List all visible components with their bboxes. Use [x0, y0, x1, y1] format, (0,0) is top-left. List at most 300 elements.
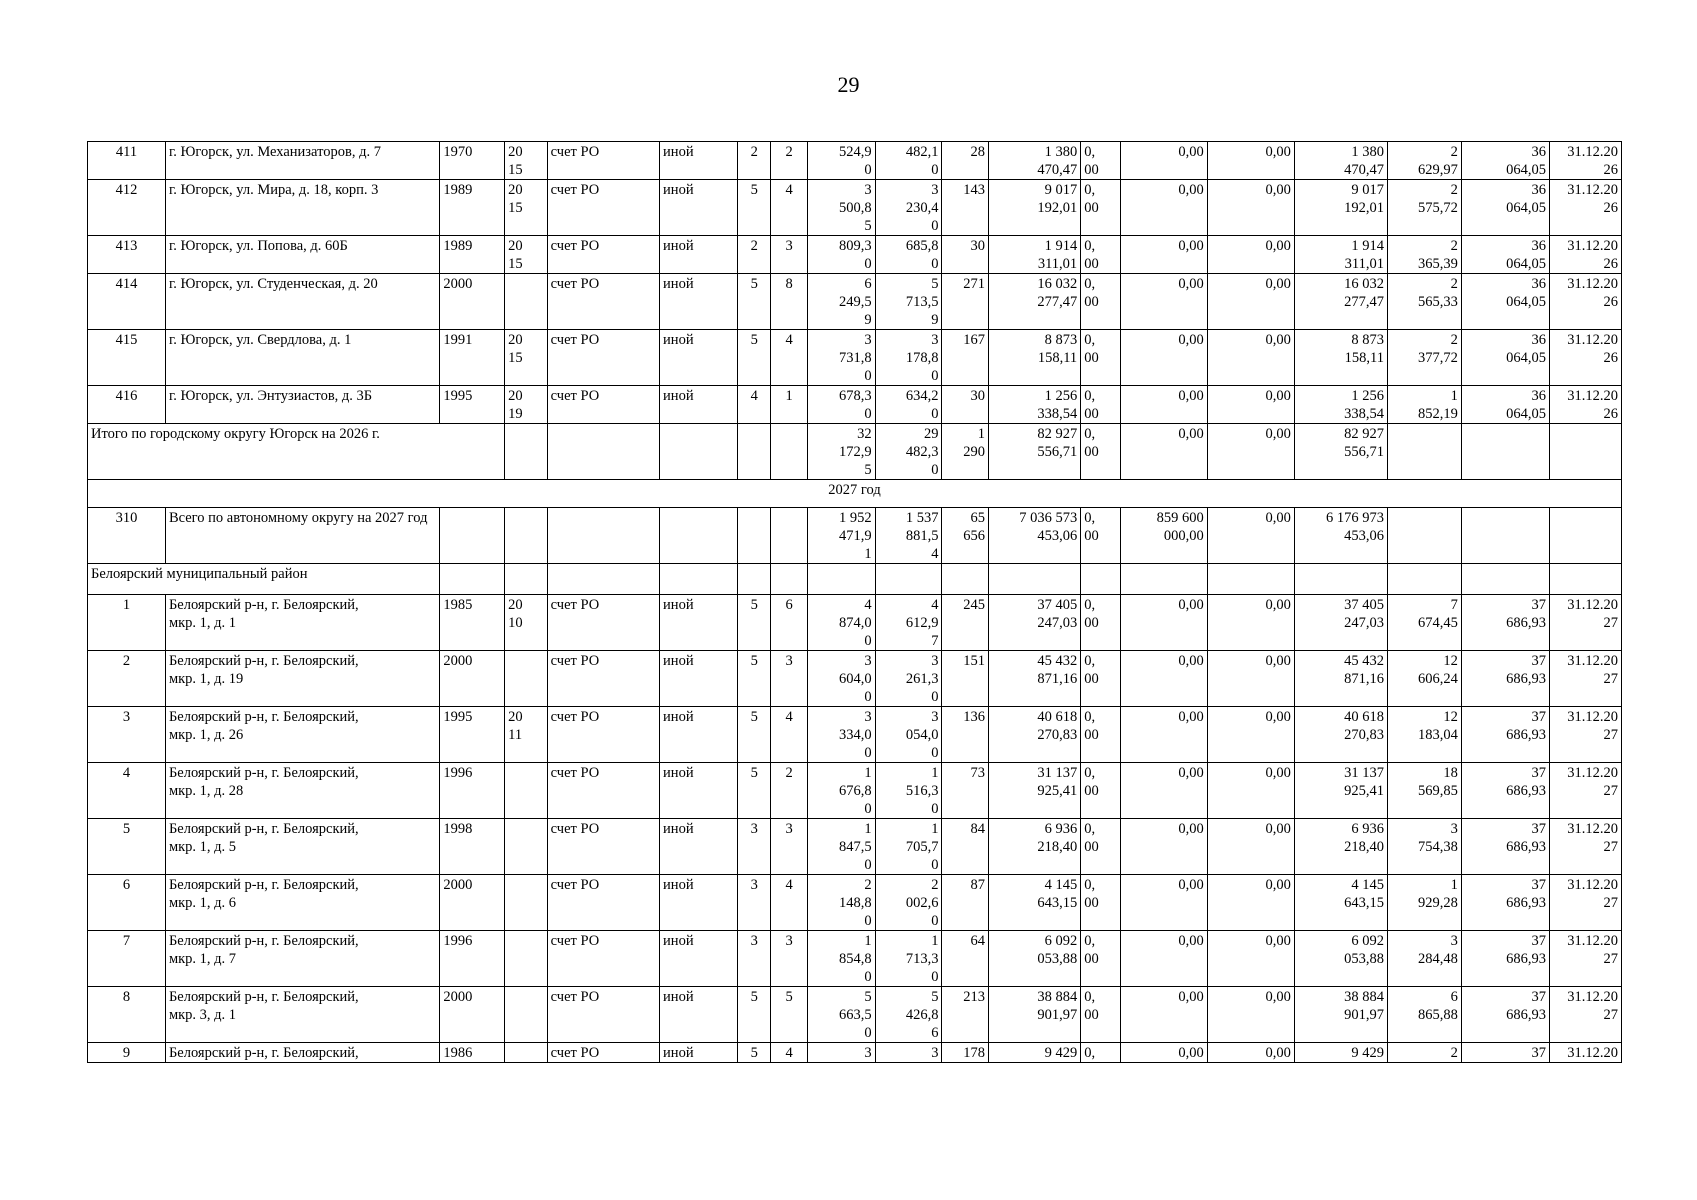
- cell-area_living: 1 516,3 0: [875, 763, 942, 819]
- cell-account: счет РО: [547, 651, 659, 707]
- cell-num: 8: [88, 987, 166, 1043]
- cell-deadline: 31.12.20 26: [1549, 386, 1621, 424]
- cell-residents: 213: [942, 987, 989, 1043]
- cell-cost_per_m2: 2 365,39: [1387, 236, 1461, 274]
- cell-type: иной: [660, 875, 738, 931]
- cell-col_budget: 0,00: [1120, 330, 1207, 386]
- cell-empty: [738, 564, 771, 595]
- cell-residents: 87: [942, 875, 989, 931]
- page-number: 29: [837, 72, 860, 97]
- cell-address: Белоярский р-н, г. Белоярский, мкр. 1, д. 1: [165, 595, 439, 651]
- cell-col_owners: 1 256 338,54: [1294, 386, 1387, 424]
- cell-col_local: 0,00: [1207, 274, 1294, 330]
- cell-cost: 38 884 901,97: [989, 987, 1081, 1043]
- cell-num: 411: [88, 142, 166, 180]
- cell-area_total: 3 604,0 0: [807, 651, 875, 707]
- cell-account: счет РО: [547, 386, 659, 424]
- table-row: [88, 236, 1622, 274]
- cell-account: счет РО: [547, 819, 659, 875]
- cell-col_fund: 0, 00: [1081, 763, 1120, 819]
- cell-area_total: 2 148,8 0: [807, 875, 875, 931]
- cell-floors: 5: [738, 987, 771, 1043]
- cell-num: 9: [88, 1043, 166, 1063]
- cell-year_repair: [505, 987, 548, 1043]
- cell-limit_per_m2: 36 064,05: [1461, 386, 1549, 424]
- cell-col_fund: 0, 00: [1081, 819, 1120, 875]
- cell-empty: [1461, 564, 1549, 595]
- cell-limit_per_m2: 37 686,93: [1461, 987, 1549, 1043]
- cell-area_living: 3 054,0 0: [875, 707, 942, 763]
- cell-entrances: 6: [771, 595, 807, 651]
- cell-entrances: 4: [771, 707, 807, 763]
- cell-col_local: 0,00: [1207, 424, 1294, 480]
- cell-entrances: 3: [771, 236, 807, 274]
- cell-area_living: 685,8 0: [875, 236, 942, 274]
- cell-col_local: 0,00: [1207, 651, 1294, 707]
- cell-empty: [1081, 564, 1120, 595]
- cell-address: Белоярский р-н, г. Белоярский, мкр. 1, д. 19: [165, 651, 439, 707]
- table-row: [88, 931, 1622, 987]
- cell-area_total: 524,9 0: [807, 142, 875, 180]
- cell-cost: 37 405 247,03: [989, 595, 1081, 651]
- cell-area_total: 1 847,5 0: [807, 819, 875, 875]
- cell-account: счет РО: [547, 595, 659, 651]
- cell-floors: 2: [738, 142, 771, 180]
- cell-type: иной: [660, 763, 738, 819]
- cell-empty: [660, 564, 738, 595]
- cell-cost: 9 429: [989, 1043, 1081, 1063]
- cell-deadline: 31.12.20 26: [1549, 274, 1621, 330]
- cell-type: иной: [660, 651, 738, 707]
- cell-empty: [440, 564, 505, 595]
- cell-cost_per_m2: 2 629,97: [1387, 142, 1461, 180]
- table-row: [88, 180, 1622, 236]
- year-heading: 2027 год: [88, 480, 1622, 508]
- cell-col_fund: 0, 00: [1081, 931, 1120, 987]
- cell-col_fund: 0, 00: [1081, 274, 1120, 330]
- cell-entrances: 4: [771, 875, 807, 931]
- cell-address: Белоярский р-н, г. Белоярский, мкр. 1, д. 7: [165, 931, 439, 987]
- cell-empty: [660, 508, 738, 564]
- cell-col_owners: 8 873 158,11: [1294, 330, 1387, 386]
- cell-cost_per_m2: 12 606,24: [1387, 651, 1461, 707]
- cell-num: 414: [88, 274, 166, 330]
- cell-area_total: 1 952 471,9 1: [807, 508, 875, 564]
- cell-account: счет РО: [547, 274, 659, 330]
- cell-residents: 178: [942, 1043, 989, 1063]
- cell-col_budget: 0,00: [1120, 987, 1207, 1043]
- cell-year_built: 1996: [440, 763, 505, 819]
- cell-cost_per_m2: 18 569,85: [1387, 763, 1461, 819]
- cell-empty: [807, 564, 875, 595]
- cell-entrances: 1: [771, 386, 807, 424]
- cell-year_repair: 20 15: [505, 180, 548, 236]
- cell-account: счет РО: [547, 142, 659, 180]
- cell-type: иной: [660, 595, 738, 651]
- cell-cost: 8 873 158,11: [989, 330, 1081, 386]
- cell-col_owners: 82 927 556,71: [1294, 424, 1387, 480]
- cell-limit_per_m2: 37 686,93: [1461, 819, 1549, 875]
- cell-year_built: 2000: [440, 987, 505, 1043]
- cell-col_local: 0,00: [1207, 707, 1294, 763]
- cell-empty: [1120, 564, 1207, 595]
- cell-empty: [1461, 508, 1549, 564]
- cell-type: иной: [660, 1043, 738, 1063]
- cell-empty: [1387, 508, 1461, 564]
- cell-floors: 5: [738, 1043, 771, 1063]
- cell-year_repair: [505, 1043, 548, 1063]
- cell-year_built: 2000: [440, 651, 505, 707]
- cell-type: иной: [660, 931, 738, 987]
- cell-year_repair: [505, 875, 548, 931]
- cell-area_total: 1 676,8 0: [807, 763, 875, 819]
- cell-residents: 73: [942, 763, 989, 819]
- cell-account: счет РО: [547, 931, 659, 987]
- cell-col_budget: 0,00: [1120, 274, 1207, 330]
- cell-empty: [440, 508, 505, 564]
- summary-row: [88, 508, 1622, 564]
- cell-col_owners: 6 092 053,88: [1294, 931, 1387, 987]
- cell-col_budget: 859 600 000,00: [1120, 508, 1207, 564]
- cell-col_budget: 0,00: [1120, 707, 1207, 763]
- table-body: [88, 142, 1622, 1063]
- cell-col_fund: 0, 00: [1081, 424, 1120, 480]
- cell-entrances: 4: [771, 1043, 807, 1063]
- cell-entrances: 2: [771, 142, 807, 180]
- cell-deadline: 31.12.20 26: [1549, 142, 1621, 180]
- cell-col_local: 0,00: [1207, 763, 1294, 819]
- cell-num: 7: [88, 931, 166, 987]
- cell-col_budget: 0,00: [1120, 142, 1207, 180]
- cell-col_budget: 0,00: [1120, 236, 1207, 274]
- cell-floors: 3: [738, 819, 771, 875]
- cell-type: иной: [660, 274, 738, 330]
- table-row: [88, 274, 1622, 330]
- cell-col_owners: 38 884 901,97: [1294, 987, 1387, 1043]
- cell-num: 5: [88, 819, 166, 875]
- cell-account: счет РО: [547, 763, 659, 819]
- cell-col_budget: 0,00: [1120, 763, 1207, 819]
- cell-cost: 4 145 643,15: [989, 875, 1081, 931]
- cell-floors: 5: [738, 651, 771, 707]
- cell-address: г. Югорск, ул. Мира, д. 18, корп. 3: [165, 180, 439, 236]
- cell-empty: [989, 564, 1081, 595]
- cell-empty: [942, 564, 989, 595]
- cell-type: иной: [660, 142, 738, 180]
- cell-area_living: 3: [875, 1043, 942, 1063]
- cell-empty: [1207, 564, 1294, 595]
- cell-empty: [1549, 508, 1621, 564]
- cell-limit_per_m2: 37 686,93: [1461, 763, 1549, 819]
- cell-col_owners: 9 429: [1294, 1043, 1387, 1063]
- repair-program-table: [87, 141, 1622, 1063]
- cell-cost: 82 927 556,71: [989, 424, 1081, 480]
- cell-empty: [505, 508, 548, 564]
- cell-account: счет РО: [547, 875, 659, 931]
- cell-address: Белоярский р-н, г. Белоярский, мкр. 1, д. 6: [165, 875, 439, 931]
- cell-residents: 84: [942, 819, 989, 875]
- cell-address: Белоярский р-н, г. Белоярский, мкр. 1, д. 26: [165, 707, 439, 763]
- cell-year_repair: [505, 274, 548, 330]
- cell-year_repair: [505, 651, 548, 707]
- cell-col_owners: 1 914 311,01: [1294, 236, 1387, 274]
- cell-col_fund: 0, 00: [1081, 386, 1120, 424]
- cell-col_budget: 0,00: [1120, 819, 1207, 875]
- cell-deadline: 31.12.20 27: [1549, 763, 1621, 819]
- cell-residents: 167: [942, 330, 989, 386]
- cell-entrances: 3: [771, 819, 807, 875]
- cell-account: счет РО: [547, 236, 659, 274]
- cell-area_living: 2 002,6 0: [875, 875, 942, 931]
- cell-empty: [1549, 564, 1621, 595]
- cell-area_living: 482,1 0: [875, 142, 942, 180]
- cell-limit_per_m2: 36 064,05: [1461, 180, 1549, 236]
- cell-col_local: 0,00: [1207, 330, 1294, 386]
- cell-year_built: 1998: [440, 819, 505, 875]
- cell-empty: [771, 564, 807, 595]
- cell-address: Белоярский р-н, г. Белоярский, мкр. 1, д. 28: [165, 763, 439, 819]
- cell-area_living: 5 426,8 6: [875, 987, 942, 1043]
- cell-address: г. Югорск, ул. Попова, д. 60Б: [165, 236, 439, 274]
- cell-cost: 40 618 270,83: [989, 707, 1081, 763]
- cell-address: г. Югорск, ул. Студенческая, д. 20: [165, 274, 439, 330]
- cell-floors: 5: [738, 180, 771, 236]
- cell-num: 2: [88, 651, 166, 707]
- cell-col_local: 0,00: [1207, 1043, 1294, 1063]
- cell-area_total: 809,3 0: [807, 236, 875, 274]
- cell-type: иной: [660, 819, 738, 875]
- cell-col_fund: 0,: [1081, 1043, 1120, 1063]
- cell-area_total: 3 500,8 5: [807, 180, 875, 236]
- cell-year_built: 1995: [440, 707, 505, 763]
- cell-col_owners: 1 380 470,47: [1294, 142, 1387, 180]
- table-row: [88, 651, 1622, 707]
- cell-empty: [547, 424, 659, 480]
- cell-cost_per_m2: 7 674,45: [1387, 595, 1461, 651]
- cell-entrances: 4: [771, 330, 807, 386]
- cell-col_owners: 9 017 192,01: [1294, 180, 1387, 236]
- cell-empty: [1461, 424, 1549, 480]
- cell-account: счет РО: [547, 707, 659, 763]
- cell-col_local: 0,00: [1207, 508, 1294, 564]
- cell-deadline: 31.12.20 27: [1549, 595, 1621, 651]
- cell-cost: 45 432 871,16: [989, 651, 1081, 707]
- cell-area_living: 4 612,9 7: [875, 595, 942, 651]
- cell-cost: 1 914 311,01: [989, 236, 1081, 274]
- cell-col_local: 0,00: [1207, 875, 1294, 931]
- table-row: [88, 1043, 1622, 1063]
- cell-area_living: 1 713,3 0: [875, 931, 942, 987]
- cell-cost: 6 092 053,88: [989, 931, 1081, 987]
- cell-deadline: 31.12.20 27: [1549, 987, 1621, 1043]
- cell-address: г. Югорск, ул. Механизаторов, д. 7: [165, 142, 439, 180]
- cell-year_built: 1985: [440, 595, 505, 651]
- cell-address: г. Югорск, ул. Свердлова, д. 1: [165, 330, 439, 386]
- municipality-label: Белоярский муниципальный район: [88, 564, 440, 595]
- cell-entrances: 3: [771, 651, 807, 707]
- cell-year_built: 1986: [440, 1043, 505, 1063]
- cell-limit_per_m2: 36 064,05: [1461, 274, 1549, 330]
- cell-type: иной: [660, 180, 738, 236]
- cell-cost: 31 137 925,41: [989, 763, 1081, 819]
- cell-address: Белоярский р-н, г. Белоярский, мкр. 1, д. 5: [165, 819, 439, 875]
- cell-num: 4: [88, 763, 166, 819]
- cell-col_owners: 4 145 643,15: [1294, 875, 1387, 931]
- cell-cost: 16 032 277,47: [989, 274, 1081, 330]
- cell-col_budget: 0,00: [1120, 875, 1207, 931]
- cell-col_owners: 40 618 270,83: [1294, 707, 1387, 763]
- cell-empty: [1387, 564, 1461, 595]
- year-heading-row: [88, 480, 1622, 508]
- cell-entrances: 8: [771, 274, 807, 330]
- cell-floors: 4: [738, 386, 771, 424]
- cell-empty: [738, 508, 771, 564]
- cell-empty: [738, 424, 771, 480]
- table-row: [88, 819, 1622, 875]
- cell-area_total: 3 731,8 0: [807, 330, 875, 386]
- cell-type: иной: [660, 236, 738, 274]
- cell-area_living: 1 705,7 0: [875, 819, 942, 875]
- cell-area_living: 5 713,5 9: [875, 274, 942, 330]
- cell-empty: [1294, 564, 1387, 595]
- cell-area_total: 4 874,0 0: [807, 595, 875, 651]
- table-row: [88, 707, 1622, 763]
- cell-col_fund: 0, 00: [1081, 236, 1120, 274]
- cell-year_built: 1989: [440, 236, 505, 274]
- cell-col_owners: 45 432 871,16: [1294, 651, 1387, 707]
- cell-col_fund: 0, 00: [1081, 595, 1120, 651]
- cell-deadline: 31.12.20 26: [1549, 180, 1621, 236]
- cell-col_local: 0,00: [1207, 236, 1294, 274]
- cell-col_budget: 0,00: [1120, 1043, 1207, 1063]
- cell-col_local: 0,00: [1207, 987, 1294, 1043]
- table-row: [88, 987, 1622, 1043]
- cell-year_built: 2000: [440, 274, 505, 330]
- cell-type: иной: [660, 386, 738, 424]
- cell-year_repair: 20 11: [505, 707, 548, 763]
- cell-cost_per_m2: 3 754,38: [1387, 819, 1461, 875]
- cell-residents: 64: [942, 931, 989, 987]
- cell-num: 6: [88, 875, 166, 931]
- cell-col_local: 0,00: [1207, 931, 1294, 987]
- table-row: [88, 330, 1622, 386]
- cell-cost_per_m2: 2: [1387, 1043, 1461, 1063]
- total-row: [88, 424, 1622, 480]
- cell-num: 416: [88, 386, 166, 424]
- cell-col_owners: 6 936 218,40: [1294, 819, 1387, 875]
- cell-year_built: 1989: [440, 180, 505, 236]
- cell-area_total: 5 663,5 0: [807, 987, 875, 1043]
- cell-cost_per_m2: 1 852,19: [1387, 386, 1461, 424]
- cell-limit_per_m2: 36 064,05: [1461, 330, 1549, 386]
- cell-area_total: 3: [807, 1043, 875, 1063]
- cell-floors: 5: [738, 330, 771, 386]
- cell-col_budget: 0,00: [1120, 595, 1207, 651]
- cell-empty: [771, 424, 807, 480]
- cell-empty: [875, 564, 942, 595]
- cell-col_owners: 37 405 247,03: [1294, 595, 1387, 651]
- cell-num: 415: [88, 330, 166, 386]
- cell-cost: 1 380 470,47: [989, 142, 1081, 180]
- cell-col_fund: 0, 00: [1081, 508, 1120, 564]
- cell-area_total: 3 334,0 0: [807, 707, 875, 763]
- cell-deadline: 31.12.20 27: [1549, 875, 1621, 931]
- cell-residents: 271: [942, 274, 989, 330]
- cell-col_local: 0,00: [1207, 386, 1294, 424]
- cell-floors: 5: [738, 274, 771, 330]
- cell-empty: [547, 564, 659, 595]
- cell-residents: 245: [942, 595, 989, 651]
- cell-year_repair: 20 15: [505, 236, 548, 274]
- cell-year_repair: 20 15: [505, 142, 548, 180]
- cell-col_budget: 0,00: [1120, 931, 1207, 987]
- cell-address: Белоярский р-н, г. Белоярский,: [165, 1043, 439, 1063]
- cell-cost_per_m2: 2 575,72: [1387, 180, 1461, 236]
- cell-col_fund: 0, 00: [1081, 987, 1120, 1043]
- cell-year_repair: [505, 931, 548, 987]
- cell-num: 413: [88, 236, 166, 274]
- cell-col_budget: 0,00: [1120, 386, 1207, 424]
- summary-label: Всего по автономному округу на 2027 год: [165, 508, 439, 564]
- table-row: [88, 875, 1622, 931]
- cell-col_local: 0,00: [1207, 142, 1294, 180]
- cell-entrances: 3: [771, 931, 807, 987]
- cell-col_owners: 31 137 925,41: [1294, 763, 1387, 819]
- cell-year_repair: [505, 763, 548, 819]
- cell-deadline: 31.12.20 27: [1549, 819, 1621, 875]
- cell-area_total: 1 854,8 0: [807, 931, 875, 987]
- cell-deadline: 31.12.20 27: [1549, 707, 1621, 763]
- cell-entrances: 4: [771, 180, 807, 236]
- cell-residents: 143: [942, 180, 989, 236]
- cell-deadline: 31.12.20 26: [1549, 236, 1621, 274]
- cell-area_total: 678,3 0: [807, 386, 875, 424]
- cell-limit_per_m2: 37 686,93: [1461, 875, 1549, 931]
- cell-year_repair: 20 19: [505, 386, 548, 424]
- cell-area_total: 6 249,5 9: [807, 274, 875, 330]
- cell-cost_per_m2: 12 183,04: [1387, 707, 1461, 763]
- cell-col_fund: 0, 00: [1081, 875, 1120, 931]
- table-row: [88, 595, 1622, 651]
- cell-limit_per_m2: 37 686,93: [1461, 707, 1549, 763]
- table-row: [88, 386, 1622, 424]
- cell-limit_per_m2: 37 686,93: [1461, 651, 1549, 707]
- cell-cost: 1 256 338,54: [989, 386, 1081, 424]
- cell-cost_per_m2: 2 565,33: [1387, 274, 1461, 330]
- cell-cost_per_m2: 6 865,88: [1387, 987, 1461, 1043]
- cell-year_built: 2000: [440, 875, 505, 931]
- cell-col_local: 0,00: [1207, 180, 1294, 236]
- cell-num: 1: [88, 595, 166, 651]
- cell-year_built: 1970: [440, 142, 505, 180]
- cell-limit_per_m2: 36 064,05: [1461, 142, 1549, 180]
- cell-area_living: 3 261,3 0: [875, 651, 942, 707]
- cell-type: иной: [660, 330, 738, 386]
- cell-limit_per_m2: 37: [1461, 1043, 1549, 1063]
- cell-residents: 136: [942, 707, 989, 763]
- cell-type: иной: [660, 707, 738, 763]
- cell-cost_per_m2: 3 284,48: [1387, 931, 1461, 987]
- cell-year_built: 1995: [440, 386, 505, 424]
- cell-type: иной: [660, 987, 738, 1043]
- cell-floors: 5: [738, 595, 771, 651]
- cell-col_budget: 0,00: [1120, 651, 1207, 707]
- cell-deadline: 31.12.20: [1549, 1043, 1621, 1063]
- cell-empty: [547, 508, 659, 564]
- cell-residents: 30: [942, 386, 989, 424]
- cell-deadline: 31.12.20 26: [1549, 330, 1621, 386]
- cell-year_repair: [505, 819, 548, 875]
